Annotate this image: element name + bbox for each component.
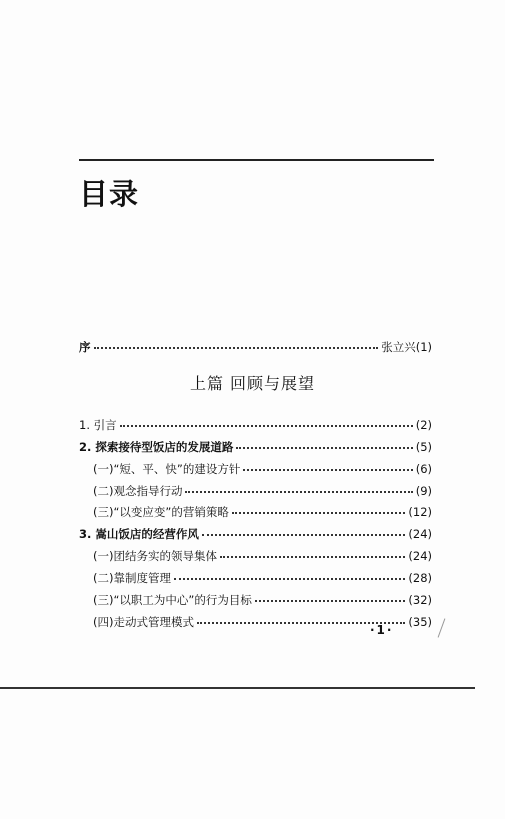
entry-page: (5) [415, 439, 432, 454]
dot-leader [255, 588, 406, 602]
entry-page: (9) [415, 483, 432, 498]
entry-page: (35) [408, 614, 432, 629]
page-title: 目录 [79, 177, 140, 211]
toc-entry [79, 546, 432, 564]
dot-leader [197, 610, 405, 624]
entry-label: (二)靠制度管理 [93, 570, 171, 585]
entry-page: (32) [408, 592, 432, 607]
entry-label: (三)“以职工为中心”的行为目标 [93, 592, 252, 607]
dot-leader [243, 457, 412, 471]
toc-entry [79, 437, 432, 455]
toc-entry [79, 590, 432, 608]
dot-leader [185, 479, 412, 493]
entry-label: (四)走动式管理模式 [93, 614, 194, 629]
entry-page: 张立兴(1) [381, 339, 432, 354]
entry-page: (12) [408, 504, 432, 519]
toc-entry [79, 502, 432, 520]
entry-label: 1. 引言 [79, 417, 117, 432]
toc-entry [79, 481, 432, 499]
scan-mark [438, 618, 446, 637]
bottom-rule [0, 687, 475, 689]
dot-leader [174, 566, 405, 580]
part-heading: 上篇 回顾与展望 [189, 374, 316, 393]
entry-page: (2) [415, 417, 432, 432]
dot-leader [120, 413, 413, 427]
entry-label: (一)“短、平、快”的建设方针 [93, 461, 241, 476]
entry-label: 序 [79, 339, 91, 354]
entry-label: (三)“以变应变”的营销策略 [93, 504, 229, 519]
entry-label: 2. 探索接待型饭店的发展道路 [79, 439, 234, 454]
toc-entry [79, 568, 432, 586]
table-of-contents [79, 0, 432, 819]
entry-page: (6) [415, 461, 432, 476]
dot-leader [232, 500, 406, 514]
entry-page: (24) [408, 548, 432, 563]
entry-page: (24) [408, 526, 432, 541]
dot-leader [236, 435, 412, 449]
entry-label: (二)观念指导行动 [93, 483, 183, 498]
dot-leader [94, 335, 379, 349]
toc-entry [79, 524, 432, 542]
toc-entry [79, 415, 432, 433]
entry-page: (28) [408, 570, 432, 585]
preface-entry [79, 337, 432, 355]
toc-entry [79, 459, 432, 477]
page-number: ·1· [370, 623, 394, 637]
dot-leader [220, 544, 405, 558]
entry-label: 3. 嵩山饭店的经营作风 [79, 526, 199, 541]
dot-leader [202, 522, 406, 536]
entry-label: (一)团结务实的领导集体 [93, 548, 217, 563]
